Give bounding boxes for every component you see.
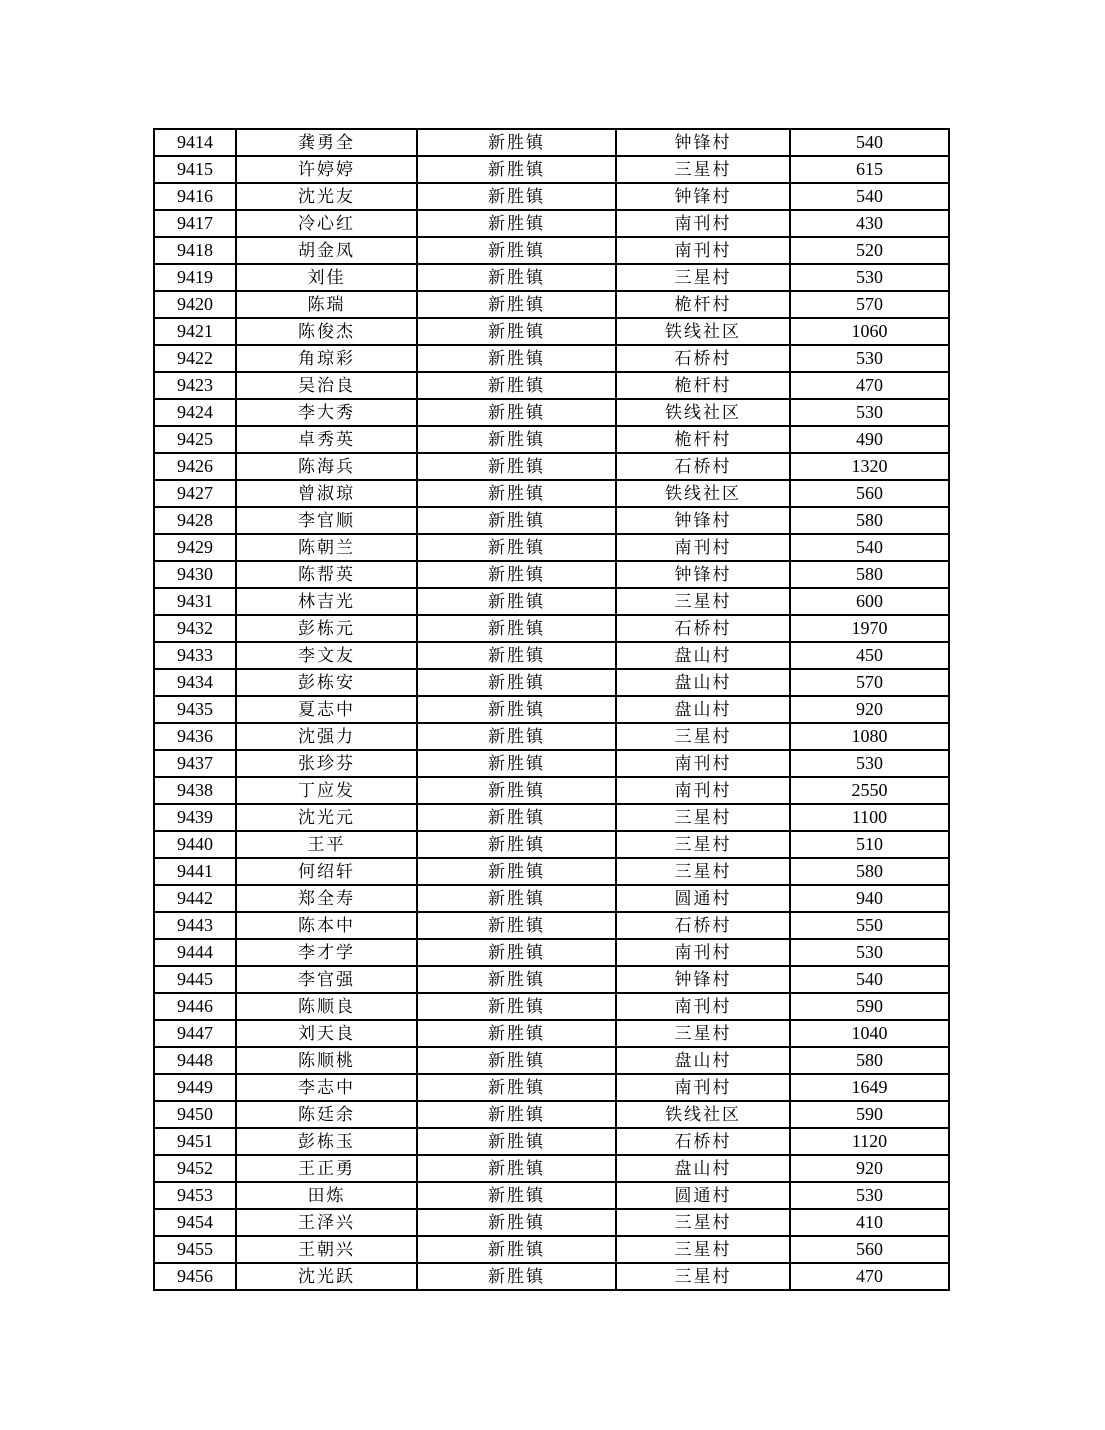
table-row (154, 453, 949, 480)
cell-town: 新胜镇 (417, 426, 616, 453)
cell-amount: 540 (790, 534, 949, 561)
cell-amount: 1120 (790, 1128, 949, 1155)
cell-amount: 530 (790, 750, 949, 777)
cell-amount: 1040 (790, 1020, 949, 1047)
roster-table (153, 128, 950, 1291)
cell-amount: 490 (790, 426, 949, 453)
cell-town: 新胜镇 (417, 291, 616, 318)
table-row (154, 804, 949, 831)
cell-id: 9445 (154, 966, 236, 993)
cell-amount: 615 (790, 156, 949, 183)
table-row (154, 480, 949, 507)
cell-amount: 580 (790, 858, 949, 885)
cell-amount: 580 (790, 1047, 949, 1074)
cell-id: 9438 (154, 777, 236, 804)
cell-amount: 510 (790, 831, 949, 858)
cell-id: 9424 (154, 399, 236, 426)
cell-name: 陈瑞 (236, 291, 417, 318)
cell-name: 彭栋元 (236, 615, 417, 642)
cell-name: 许婷婷 (236, 156, 417, 183)
cell-amount: 530 (790, 264, 949, 291)
table-row (154, 858, 949, 885)
cell-id: 9436 (154, 723, 236, 750)
cell-amount: 470 (790, 1263, 949, 1290)
cell-town: 新胜镇 (417, 264, 616, 291)
cell-name: 角琼彩 (236, 345, 417, 372)
cell-town: 新胜镇 (417, 318, 616, 345)
cell-name: 李官强 (236, 966, 417, 993)
cell-id: 9440 (154, 831, 236, 858)
cell-town: 新胜镇 (417, 966, 616, 993)
table-row (154, 507, 949, 534)
cell-name: 王平 (236, 831, 417, 858)
table-row (154, 993, 949, 1020)
cell-village: 铁线社区 (616, 480, 790, 507)
cell-village: 圆通村 (616, 885, 790, 912)
cell-name: 李大秀 (236, 399, 417, 426)
roster-table-body (154, 129, 949, 1290)
cell-amount: 430 (790, 210, 949, 237)
cell-village: 钟锋村 (616, 183, 790, 210)
cell-amount: 470 (790, 372, 949, 399)
cell-village: 三星村 (616, 1263, 790, 1290)
cell-amount: 450 (790, 642, 949, 669)
cell-amount: 580 (790, 507, 949, 534)
cell-id: 9443 (154, 912, 236, 939)
cell-amount: 530 (790, 345, 949, 372)
cell-amount: 530 (790, 1182, 949, 1209)
table-row (154, 372, 949, 399)
cell-town: 新胜镇 (417, 561, 616, 588)
cell-village: 盘山村 (616, 1047, 790, 1074)
cell-id: 9419 (154, 264, 236, 291)
cell-name: 彭栋安 (236, 669, 417, 696)
cell-village: 南刊村 (616, 777, 790, 804)
cell-id: 9435 (154, 696, 236, 723)
cell-town: 新胜镇 (417, 237, 616, 264)
cell-amount: 2550 (790, 777, 949, 804)
table-row (154, 885, 949, 912)
cell-amount: 520 (790, 237, 949, 264)
cell-name: 李才学 (236, 939, 417, 966)
cell-amount: 530 (790, 939, 949, 966)
cell-name: 胡金凤 (236, 237, 417, 264)
cell-village: 三星村 (616, 804, 790, 831)
table-row (154, 669, 949, 696)
cell-id: 9416 (154, 183, 236, 210)
cell-name: 王朝兴 (236, 1236, 417, 1263)
cell-amount: 920 (790, 1155, 949, 1182)
cell-village: 三星村 (616, 723, 790, 750)
table-row (154, 1236, 949, 1263)
cell-town: 新胜镇 (417, 1128, 616, 1155)
cell-id: 9421 (154, 318, 236, 345)
cell-id: 9449 (154, 1074, 236, 1101)
cell-amount: 580 (790, 561, 949, 588)
cell-town: 新胜镇 (417, 1236, 616, 1263)
cell-village: 南刊村 (616, 1074, 790, 1101)
table-row (154, 1209, 949, 1236)
cell-name: 刘天良 (236, 1020, 417, 1047)
cell-amount: 540 (790, 129, 949, 156)
cell-town: 新胜镇 (417, 588, 616, 615)
cell-id: 9454 (154, 1209, 236, 1236)
table-row (154, 210, 949, 237)
cell-amount: 540 (790, 183, 949, 210)
cell-name: 吴治良 (236, 372, 417, 399)
cell-town: 新胜镇 (417, 1182, 616, 1209)
cell-village: 钟锋村 (616, 966, 790, 993)
cell-village: 铁线社区 (616, 399, 790, 426)
cell-id: 9434 (154, 669, 236, 696)
cell-town: 新胜镇 (417, 1155, 616, 1182)
cell-town: 新胜镇 (417, 885, 616, 912)
table-row (154, 345, 949, 372)
cell-village: 盘山村 (616, 1155, 790, 1182)
cell-village: 三星村 (616, 156, 790, 183)
table-row (154, 588, 949, 615)
cell-village: 南刊村 (616, 534, 790, 561)
cell-town: 新胜镇 (417, 129, 616, 156)
cell-id: 9417 (154, 210, 236, 237)
cell-town: 新胜镇 (417, 399, 616, 426)
cell-village: 钟锋村 (616, 561, 790, 588)
cell-village: 石桥村 (616, 345, 790, 372)
cell-name: 沈光跃 (236, 1263, 417, 1290)
cell-amount: 570 (790, 669, 949, 696)
cell-village: 三星村 (616, 1236, 790, 1263)
cell-town: 新胜镇 (417, 858, 616, 885)
cell-id: 9433 (154, 642, 236, 669)
cell-amount: 560 (790, 1236, 949, 1263)
cell-name: 林吉光 (236, 588, 417, 615)
cell-name: 田炼 (236, 1182, 417, 1209)
cell-town: 新胜镇 (417, 831, 616, 858)
cell-amount: 1320 (790, 453, 949, 480)
cell-name: 何绍轩 (236, 858, 417, 885)
cell-id: 9444 (154, 939, 236, 966)
cell-amount: 1649 (790, 1074, 949, 1101)
cell-amount: 530 (790, 399, 949, 426)
cell-id: 9450 (154, 1101, 236, 1128)
cell-name: 王泽兴 (236, 1209, 417, 1236)
cell-town: 新胜镇 (417, 615, 616, 642)
table-row (154, 966, 949, 993)
table-row (154, 642, 949, 669)
cell-town: 新胜镇 (417, 534, 616, 561)
cell-name: 刘佳 (236, 264, 417, 291)
cell-town: 新胜镇 (417, 372, 616, 399)
table-row (154, 534, 949, 561)
cell-town: 新胜镇 (417, 156, 616, 183)
cell-town: 新胜镇 (417, 1074, 616, 1101)
cell-name: 冷心红 (236, 210, 417, 237)
cell-amount: 1060 (790, 318, 949, 345)
cell-name: 龚勇全 (236, 129, 417, 156)
cell-village: 石桥村 (616, 912, 790, 939)
table-row (154, 1182, 949, 1209)
cell-id: 9431 (154, 588, 236, 615)
cell-id: 9447 (154, 1020, 236, 1047)
cell-village: 南刊村 (616, 750, 790, 777)
cell-name: 沈光元 (236, 804, 417, 831)
cell-amount: 1970 (790, 615, 949, 642)
cell-town: 新胜镇 (417, 1263, 616, 1290)
cell-town: 新胜镇 (417, 1020, 616, 1047)
cell-village: 钟锋村 (616, 129, 790, 156)
cell-town: 新胜镇 (417, 1209, 616, 1236)
cell-amount: 570 (790, 291, 949, 318)
cell-town: 新胜镇 (417, 912, 616, 939)
cell-id: 9432 (154, 615, 236, 642)
cell-id: 9420 (154, 291, 236, 318)
table-row (154, 615, 949, 642)
cell-town: 新胜镇 (417, 507, 616, 534)
table-row (154, 561, 949, 588)
cell-id: 9425 (154, 426, 236, 453)
cell-id: 9452 (154, 1155, 236, 1182)
cell-id: 9451 (154, 1128, 236, 1155)
cell-id: 9418 (154, 237, 236, 264)
cell-village: 钟锋村 (616, 507, 790, 534)
cell-village: 圆通村 (616, 1182, 790, 1209)
cell-town: 新胜镇 (417, 183, 616, 210)
cell-id: 9448 (154, 1047, 236, 1074)
cell-village: 三星村 (616, 831, 790, 858)
table-row (154, 237, 949, 264)
cell-name: 王正勇 (236, 1155, 417, 1182)
cell-town: 新胜镇 (417, 210, 616, 237)
cell-town: 新胜镇 (417, 750, 616, 777)
cell-id: 9446 (154, 993, 236, 1020)
table-row (154, 426, 949, 453)
cell-id: 9415 (154, 156, 236, 183)
cell-id: 9439 (154, 804, 236, 831)
cell-village: 南刊村 (616, 237, 790, 264)
cell-village: 石桥村 (616, 615, 790, 642)
cell-town: 新胜镇 (417, 939, 616, 966)
table-row (154, 264, 949, 291)
cell-id: 9422 (154, 345, 236, 372)
cell-amount: 940 (790, 885, 949, 912)
cell-name: 陈海兵 (236, 453, 417, 480)
cell-name: 李官顺 (236, 507, 417, 534)
table-row (154, 750, 949, 777)
cell-village: 盘山村 (616, 696, 790, 723)
cell-name: 陈顺桃 (236, 1047, 417, 1074)
cell-village: 铁线社区 (616, 318, 790, 345)
cell-village: 南刊村 (616, 939, 790, 966)
cell-village: 三星村 (616, 1020, 790, 1047)
cell-id: 9430 (154, 561, 236, 588)
cell-village: 南刊村 (616, 993, 790, 1020)
cell-id: 9441 (154, 858, 236, 885)
cell-name: 李志中 (236, 1074, 417, 1101)
cell-id: 9453 (154, 1182, 236, 1209)
table-row (154, 939, 949, 966)
table-row (154, 183, 949, 210)
cell-name: 陈顺良 (236, 993, 417, 1020)
table-row (154, 831, 949, 858)
cell-amount: 1100 (790, 804, 949, 831)
cell-town: 新胜镇 (417, 345, 616, 372)
cell-town: 新胜镇 (417, 804, 616, 831)
cell-amount: 550 (790, 912, 949, 939)
cell-town: 新胜镇 (417, 480, 616, 507)
table-row (154, 129, 949, 156)
cell-town: 新胜镇 (417, 642, 616, 669)
table-row (154, 1155, 949, 1182)
cell-id: 9437 (154, 750, 236, 777)
cell-town: 新胜镇 (417, 723, 616, 750)
cell-name: 夏志中 (236, 696, 417, 723)
cell-amount: 560 (790, 480, 949, 507)
cell-name: 张珍芬 (236, 750, 417, 777)
cell-village: 三星村 (616, 858, 790, 885)
cell-name: 陈帮英 (236, 561, 417, 588)
cell-id: 9427 (154, 480, 236, 507)
cell-village: 南刊村 (616, 210, 790, 237)
cell-village: 三星村 (616, 264, 790, 291)
cell-village: 石桥村 (616, 453, 790, 480)
table-row (154, 318, 949, 345)
table-row (154, 399, 949, 426)
cell-village: 桅杆村 (616, 426, 790, 453)
cell-village: 铁线社区 (616, 1101, 790, 1128)
table-row (154, 156, 949, 183)
cell-id: 9414 (154, 129, 236, 156)
cell-name: 郑全寿 (236, 885, 417, 912)
cell-village: 石桥村 (616, 1128, 790, 1155)
cell-town: 新胜镇 (417, 993, 616, 1020)
table-row (154, 1047, 949, 1074)
cell-name: 彭栋玉 (236, 1128, 417, 1155)
cell-town: 新胜镇 (417, 1047, 616, 1074)
cell-name: 沈强力 (236, 723, 417, 750)
cell-town: 新胜镇 (417, 1101, 616, 1128)
cell-name: 陈俊杰 (236, 318, 417, 345)
cell-name: 丁应发 (236, 777, 417, 804)
table-row (154, 1074, 949, 1101)
cell-amount: 590 (790, 993, 949, 1020)
cell-village: 桅杆村 (616, 372, 790, 399)
cell-name: 李文友 (236, 642, 417, 669)
cell-id: 9455 (154, 1236, 236, 1263)
cell-town: 新胜镇 (417, 669, 616, 696)
table-row (154, 1101, 949, 1128)
cell-amount: 540 (790, 966, 949, 993)
cell-village: 盘山村 (616, 669, 790, 696)
cell-id: 9442 (154, 885, 236, 912)
table-row (154, 696, 949, 723)
cell-town: 新胜镇 (417, 696, 616, 723)
cell-amount: 410 (790, 1209, 949, 1236)
table-row (154, 912, 949, 939)
table-row (154, 291, 949, 318)
table-row (154, 1128, 949, 1155)
table-row (154, 723, 949, 750)
cell-name: 陈廷余 (236, 1101, 417, 1128)
table-row (154, 777, 949, 804)
cell-name: 陈朝兰 (236, 534, 417, 561)
cell-name: 陈本中 (236, 912, 417, 939)
table-row (154, 1263, 949, 1290)
cell-amount: 920 (790, 696, 949, 723)
cell-amount: 590 (790, 1101, 949, 1128)
cell-village: 三星村 (616, 1209, 790, 1236)
cell-town: 新胜镇 (417, 453, 616, 480)
cell-id: 9423 (154, 372, 236, 399)
table-row (154, 1020, 949, 1047)
cell-amount: 600 (790, 588, 949, 615)
cell-village: 三星村 (616, 588, 790, 615)
cell-id: 9429 (154, 534, 236, 561)
cell-village: 桅杆村 (616, 291, 790, 318)
cell-name: 曾淑琼 (236, 480, 417, 507)
cell-id: 9456 (154, 1263, 236, 1290)
cell-village: 盘山村 (616, 642, 790, 669)
cell-amount: 1080 (790, 723, 949, 750)
cell-town: 新胜镇 (417, 777, 616, 804)
cell-name: 沈光友 (236, 183, 417, 210)
cell-name: 卓秀英 (236, 426, 417, 453)
cell-id: 9428 (154, 507, 236, 534)
cell-id: 9426 (154, 453, 236, 480)
